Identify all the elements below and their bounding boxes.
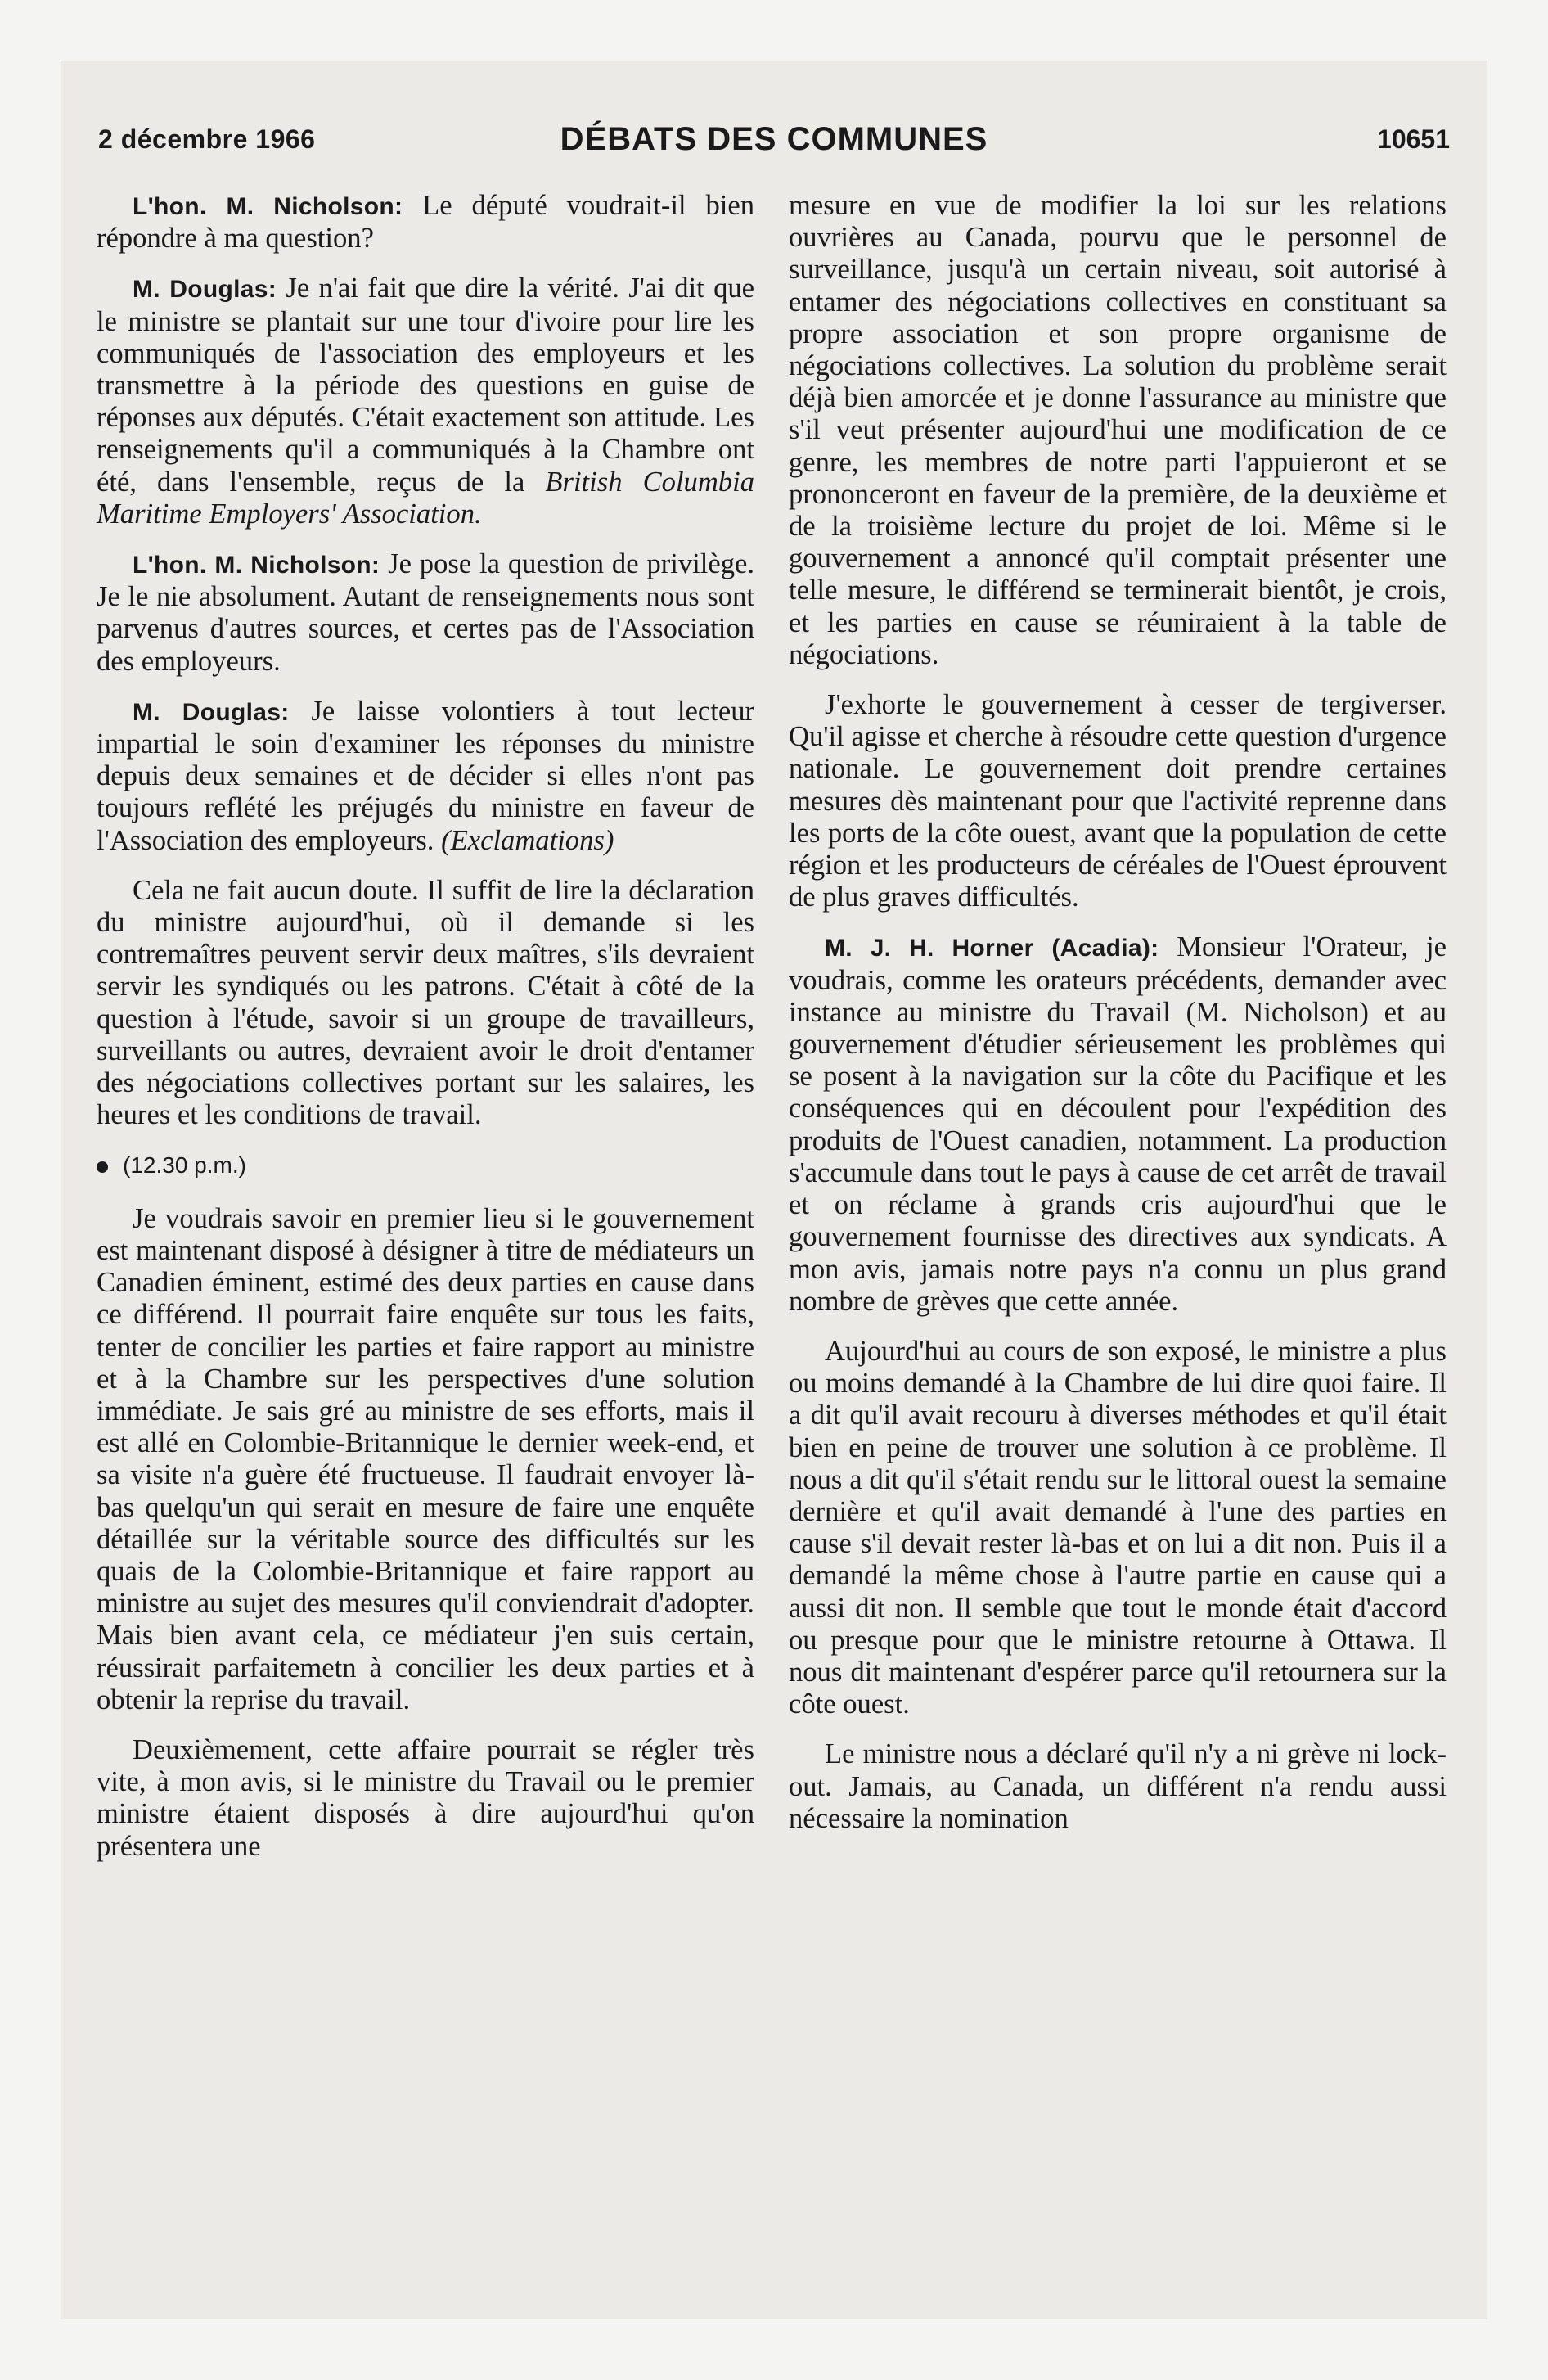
paragraph-text: Je laisse volontiers à tout lecteur impartial le soin d'examiner les réponses du ministre depuis deux semaines et de décider si elles n'ont pas toujours reflété les préjugés du ministre en faveur de l'Association des employeurs.	[97, 695, 754, 856]
paragraph	[97, 548, 754, 678]
paragraph-text: Je voudrais savoir en premier lieu si le gouvernement est maintenant disposé à désigner à titre de médiateurs un Canadien éminent, estimé des deux parties en cause dans ce différend. Il pourrait faire enquête sur tous les faits, tenter de concilier les parties et faire rapport au ministre et à la Chambre sur les perspectives d'une solution immédiate. Je sais gré au ministre de ses efforts, mais il est allé en Colombie-Britannique le dernier week-end, et sa visite n'a guère été fructueuse. Il faudrait envoyer là-bas quelqu'un qui serait en mesure de faire une enquête détaillée sur la véritable source des difficultés sur les quais de la Colombie-Britannique et faire rapport au ministre au sujet des mesures qu'il conviendrait d'adopter. Mais bien avant cela, ce médiateur j'en suis certain, réussirait parfaitemetn à concilier les deux parties et à obtenir la reprise du travail.	[97, 1202, 754, 1715]
left-column	[97, 190, 754, 1881]
paragraph	[97, 696, 754, 857]
paragraph	[97, 1734, 754, 1863]
paragraph-text: mesure en vue de modifier la loi sur les relations ouvrières au Canada, pourvu que le personnel de surveillance, jusqu'à un certain niveau, soit autorisé à entamer des négociations collectives en constituant sa propre association et son propre organisme de négociations collectives. La solution du problème serait déjà bien amorcée et je donne l'assurance au ministre que s'il veut présenter aujourd'hui une modification de ce genre, les membres de notre parti l'appuieront et se prononceront en faveur de la première, de la deuxième et de la troisième lecture du projet de loi. Même si le gouvernement a annoncé qu'il comptait présenter une telle mesure, le différend se terminerait bientôt, je crois, et les parties en cause se réuniraient à la table de négociations.	[789, 190, 1447, 670]
header-title: DÉBATS DES COMMUNES	[560, 121, 988, 157]
header-date: 2 décembre 1966	[98, 124, 316, 154]
paragraph-text: Aujourd'hui au cours de son exposé, le ministre a plus ou moins demandé à la Chambre de lui dire quoi faire. Il a dit qu'il avait recouru à diverses méthodes et qu'il était bien en peine de trouver une solution à ce problème. Il nous a dit qu'il s'était rendu sur le littoral ouest la semaine dernière et qu'il avait demandé à l'une des parties en cause s'il devait rester là-bas et on lui a dit non. Puis il a demandé la même chose à l'autre partie en cause qui a aussi dit non. Il semble que tout le monde était d'accord ou presque pour que le ministre retourne à Ottawa. Il nous dit maintenant d'espérer parce qu'il retournera sur la côte ouest.	[789, 1335, 1447, 1720]
paragraph	[97, 190, 754, 255]
paragraph	[789, 190, 1447, 671]
paragraph-text: Je n'ai fait que dire la vérité. J'ai dit que le ministre se plantait sur une tour d'ivoire pour lire les communiqués de l'association des employeurs et les transmettre à la période des questions en guise de réponses aux députés. C'était exactement son attitude. Les renseignements qu'il a communiqués à la Chambre ont été, dans l'ensemble, reçus de la	[97, 273, 754, 498]
italic-text: British Columbia Maritime Employers' Association.	[97, 466, 754, 530]
page-header	[98, 121, 1450, 165]
italic-text: (Exclamations)	[441, 824, 614, 856]
paragraph-text: Le ministre nous a déclaré qu'il n'y a ni grève ni lock-out. Jamais, au Canada, un différent n'a rendu aussi nécessaire la nomination	[789, 1738, 1447, 1834]
speaker-name: M. Douglas:	[133, 698, 290, 726]
time-marker-text: (12.30 p.m.)	[123, 1152, 246, 1179]
header-page-number: 10651	[1377, 124, 1450, 154]
paragraph	[97, 875, 754, 1132]
paragraph	[789, 689, 1447, 913]
paragraph	[789, 931, 1447, 1317]
speaker-name: M. Douglas:	[133, 276, 277, 304]
paragraph	[789, 1336, 1447, 1720]
paragraph	[97, 1203, 754, 1716]
speaker-name: L'hon. M. Nicholson:	[133, 552, 380, 579]
speaker-name: M. J. H. Horner (Acadia):	[825, 935, 1159, 962]
speaker-name: L'hon. M. Nicholson:	[133, 193, 403, 220]
right-column	[789, 190, 1447, 1853]
paragraph-text: J'exhorte le gouvernement à cesser de tergiverser. Qu'il agisse et cherche à résoudre cette question d'urgence nationale. Le gouvernement doit prendre certaines mesures dès maintenant pour que l'activité reprenne dans les ports de la côte ouest, avant que la population de cette région et les producteurs de céréales de l'Ouest éprouvent de plus graves difficultés.	[789, 689, 1447, 913]
paragraph-text: Monsieur l'Orateur, je voudrais, comme les orateurs précédents, demander avec instance au ministre du Travail (M. Nicholson) et au gouvernement d'étudier sérieusement les problèmes qui se posent à la navigation sur la côte du Pacifique et les conséquences qui en découlent pour l'expédition des produits de l'Ouest canadien, notamment. La production s'accumule dans tout le pays à cause de cet arrêt de travail et on réclame à grands cris aujourd'hui que le gouvernement fournisse des directives aux syndicats. A mon avis, jamais notre pays n'a connu un plus grand nombre de grèves que cette année.	[789, 931, 1447, 1317]
paragraph-text: Je pose la question de privilège. Je le nie absolument. Autant de renseignements nous sont parvenus d'autres sources, et certes pas de l'Association des employeurs.	[97, 548, 754, 677]
bullet-icon	[97, 1161, 108, 1173]
paragraph	[97, 273, 754, 530]
paragraph	[789, 1738, 1447, 1835]
paragraph-text: Deuxièmement, cette affaire pourrait se régler très vite, à mon avis, si le ministre du Travail ou le premier ministre étaient disposés à dire aujourd'hui qu'on présentera une	[97, 1733, 754, 1862]
paragraph-text: Le député voudrait-il bien répondre à ma question?	[97, 190, 754, 255]
paragraph-text: Cela ne fait aucun doute. Il suffit de lire la déclaration du ministre aujourd'hui, où il demande si les contremaîtres peuvent servir deux maîtres, s'ils devraient servir les syndiqués ou les patrons. C'était à côté de la question à l'étude, savoir si un groupe de travailleurs, surveillants ou autres, devraient avoir le droit d'entamer des négociations collectives portant sur les salaires, les heures et les conditions de travail.	[97, 874, 754, 1131]
time-marker	[97, 1149, 754, 1181]
